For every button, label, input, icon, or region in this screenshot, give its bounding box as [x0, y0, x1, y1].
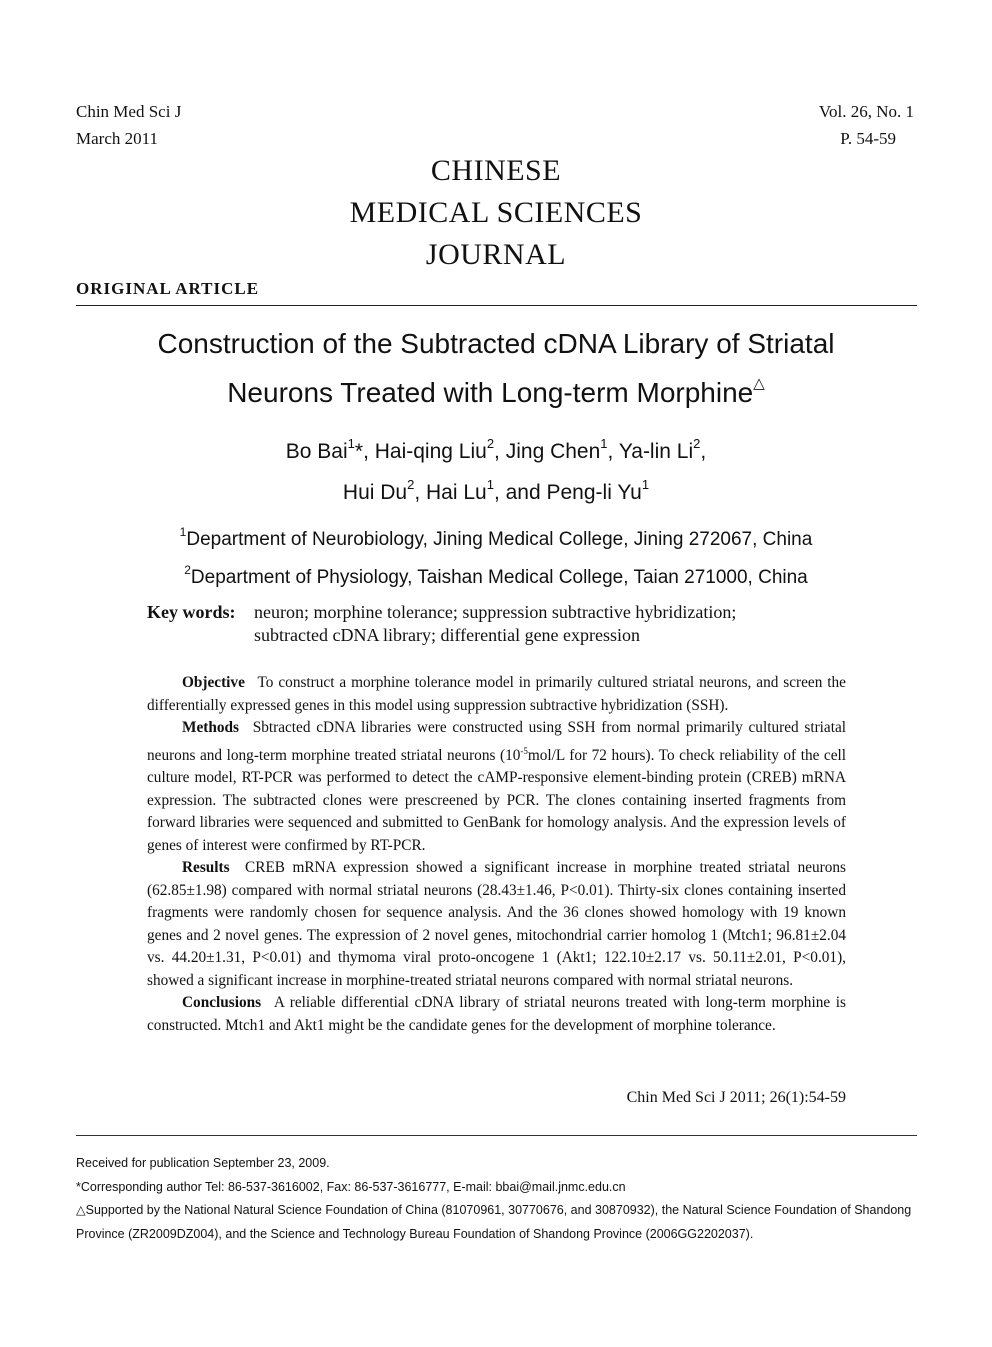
- footnote-received: Received for publication September 23, 2009.: [76, 1156, 330, 1170]
- journal-title-line1: CHINESE: [430, 154, 562, 187]
- volume-number: Vol. 26, No. 1: [818, 102, 914, 121]
- page-range: P. 54-59: [840, 129, 896, 148]
- author-name: Peng-li Yu: [546, 481, 642, 504]
- footnote-divider: [76, 1135, 917, 1136]
- affiliation-1: $^1$Department of Neurobiology, Jining Medical College, Jining 272067, China: [179, 525, 813, 550]
- footnote-corresponding: *Corresponding author Tel: 86-537-3616002, Fax: 86-537-3616777, E-mail: bbai@mail.jnmc.edu.cn: [76, 1179, 626, 1194]
- article-title-line1: Construction of the Subtracted cDNA Library of Striatal: [157, 328, 835, 359]
- affiliation-2: $^2$Department of Physiology, Taishan Medical College, Taian 271000, China: [184, 563, 808, 588]
- footnote-support: △Supported by the National Natural Science Foundation of China (81070961, 30770676, and 30870932), the Natural Science Foundation of Shandong Province (ZR2009DZ004), and the Science and Technology Bureau Foundation of Shandong Province (2006GG2202037).: [76, 1203, 912, 1241]
- funding-mark: △: [753, 375, 765, 392]
- top-divider: [76, 305, 917, 306]
- results-label: Results: [182, 859, 230, 876]
- objective-label: Objective: [182, 674, 245, 691]
- abstract-methods: Methods Sbtracted cDNA libraries were constructed using SSH from normal primarily cultured striatal neurons and long-term morphine treated striatal neurons ($10^{-5}mol/L$ for 72 hours). To check reliability of the cell culture model, RT-PCR was performed to detect the cAMP-responsive element-binding protein (CREB) mRNA expression. The subtracted clones were prescreened by PCR. The clones containing inserted fragments from forward libraries were sequenced and submitted to GenBank for homology analysis. And the expression levels of genes of interest were confirmed by RT-PCR.: [147, 719, 847, 854]
- abstract-objective: Objective To construct a morphine tolerance model in primarily cultured striatal neurons, and screen the differentially expressed genes in this model using suppression subtractive hybridization (SSH).: [147, 674, 846, 714]
- running-header-right: [819, 98, 914, 152]
- article-title: [0, 324, 992, 413]
- article-title-line2: Neurons Treated with Long-term Morphine△: [227, 375, 765, 408]
- author-name: Hai-qing Liu: [374, 440, 487, 463]
- author-name: Bo Bai: [285, 440, 348, 463]
- affiliations: [0, 517, 992, 593]
- methods-label: Methods: [182, 719, 239, 736]
- footnotes: [76, 1152, 921, 1246]
- journal-abbreviation: Chin Med Sci J: [76, 102, 182, 121]
- author-name: Hui Du: [342, 481, 408, 504]
- conclusions-label: Conclusions: [182, 994, 262, 1011]
- issue-date: March 2011: [76, 129, 158, 148]
- author-list: [0, 427, 992, 509]
- author-name: Hai Lu: [426, 481, 487, 504]
- author-line2: Hui Du$^2$, Hai Lu$^1$, and Peng-li Yu$^1$: [342, 477, 650, 504]
- section-label: ORIGINAL ARTICLE: [76, 279, 260, 298]
- abstract: [147, 672, 846, 1037]
- journal-title-line2: MEDICAL SCIENCES: [349, 196, 643, 229]
- author-name: Jing Chen: [505, 440, 601, 463]
- citation: Chin Med Sci J 2011; 26(1):54-59: [626, 1089, 846, 1106]
- journal-title: [0, 150, 992, 276]
- author-line1: Bo Bai$^1$*, Hai-qing Liu$^2$, Jing Chen$^1$, Ya-lin Li$^2$,: [285, 436, 707, 463]
- running-header-left: [76, 98, 181, 152]
- keywords-text: neuron; morphine tolerance; suppression subtractive hybridization; subtracted cDNA library; differential gene expression: [254, 602, 737, 645]
- keywords-label: Key words:: [147, 602, 236, 622]
- abstract-results: Results CREB mRNA expression showed a significant increase in morphine treated striatal neurons (62.85±1.98) compared with normal striatal neurons (28.43±1.46, P<0.01). Thirty-six clones containing inserted fragments were randomly chosen for sequence analysis. And the 36 clones showed homology with 19 known genes and 2 novel genes. The expression of 2 novel genes, mitochondrial carrier homolog 1 (Mtch1; 96.81±2.04 vs. 44.20±1.31, P<0.01) and thymoma viral proto-oncogene 1 (Akt1; 122.10±2.17 vs. 50.11±2.01, P<0.01), showed a significant increase in morphine-treated striatal neurons compared with normal striatal neurons.: [147, 859, 847, 989]
- abstract-conclusions: Conclusions A reliable differential cDNA library of striatal neurons treated with long-term morphine is constructed. Mtch1 and Akt1 might be the candidate genes for the development of morphine tolerance.: [147, 994, 846, 1034]
- author-name: Ya-lin Li: [618, 440, 694, 463]
- journal-title-line3: JOURNAL: [425, 238, 567, 271]
